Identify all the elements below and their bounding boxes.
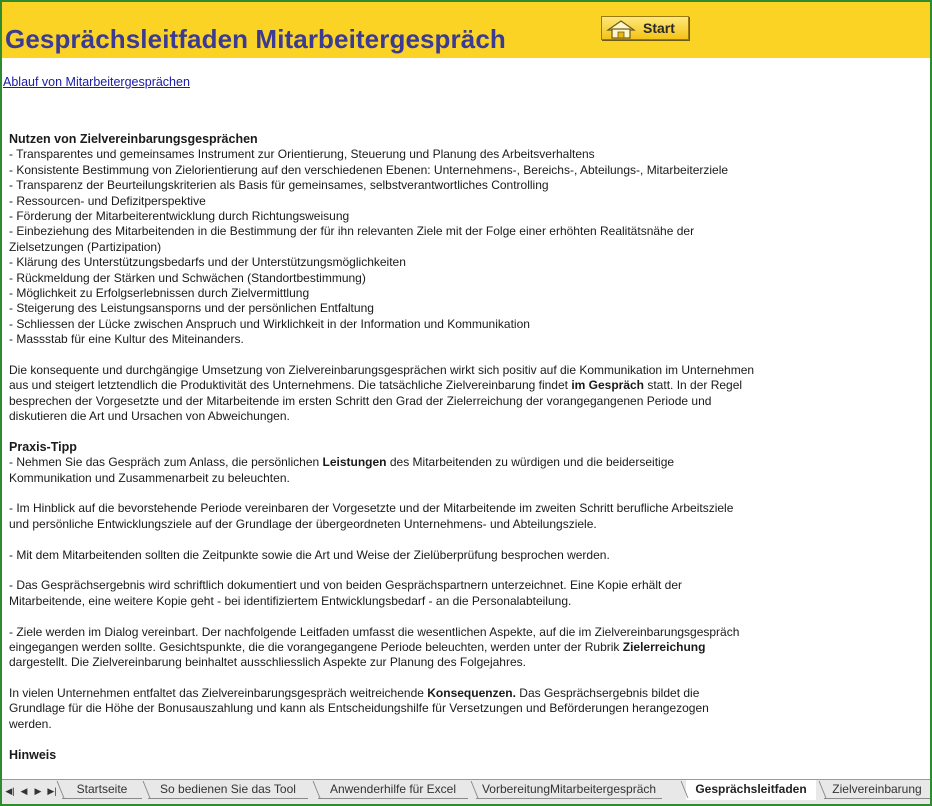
heading-praxis-tipp: Praxis-Tipp [9,439,77,454]
paragraph-line: werden. [9,716,52,731]
tip-line: - Nehmen Sie das Gespräch zum Anlass, die persönlichen Leistungen des Mitarbeitenden zu würdigen und die beiderseitige [9,455,675,470]
nutzen-item: - Transparentes und gemeinsames Instrument zur Orientierung, Steuerung und Planung des Arbeitsverhaltens [9,147,595,162]
sheet-tab[interactable]: Gesprächsleitfaden [686,780,816,800]
paragraph-line: aus und steigert letztendlich die Produktivität des Unternehmens. Die tatsächliche Zielvereinbarung findet im Gespräch statt. In der Regel [9,378,743,393]
nutzen-item: - Ressourcen- und Defizitperspektive [9,193,206,208]
nutzen-list [9,147,909,347]
tip-line: und persönliche Entwicklungsziele auf der Grundlage der übergeordneten Unternehmens- und Abteilungsziele. [9,516,597,531]
tip-line: - Das Gesprächsergebnis wird schriftlich dokumentiert und von beiden Gesprächspartnern unterzeichnet. Eine Kopie erhält der [9,578,683,593]
title-banner [2,2,930,58]
paragraph-line: Grundlage für die Höhe der Bonusauszahlung und kann als Entscheidungshilfe für Versetzungen und Beförderungen herangezogen [9,701,709,716]
nutzen-item: - Schliessen der Lücke zwischen Anspruch und Wirklichkeit in der Information und Kommunikation [9,316,530,331]
nutzen-item: - Massstab für eine Kultur des Miteinanders. [9,332,244,347]
heading-hinweis: Hinweis [9,747,57,762]
sheet-tab[interactable]: Zielvereinbarung [824,780,930,799]
tip-line: eingegangen werden sollte. Gesichtspunkte, die die vorangegangene Periode beleuchten, werden unter der Rubrik Zielerreichung [9,639,706,654]
tip-line: dargestellt. Die Zielvereinbarung beinhaltet ausschliesslich Aspekte zur Planung des Folgejahres. [9,655,526,670]
sheet-tab[interactable]: VorbereitungMitarbeitergespräch [476,780,662,799]
last-sheet-icon[interactable]: ▶| [47,786,57,796]
start-button[interactable] [601,16,689,40]
prev-sheet-icon[interactable]: ◀ [20,786,28,796]
sheet-tab[interactable]: Startseite [62,780,142,799]
nutzen-item: - Konsistente Bestimmung von Zielorientierung auf den verschiedenen Ebenen: Unternehmens-, Bereichs-, Abteilungs-, Mitarbeiterziele [9,162,729,177]
tip-line: Mitarbeitende, eine weitere Kopie geht - bei identifiziertem Entwicklungsbedarf - an die Personalabteilung. [9,593,572,608]
sheet-tab-bar [2,779,930,804]
paragraph-line: In vielen Unternehmen entfaltet das Zielvereinbarungsgespräch weitreichende Konsequenzen. Das Gesprächsergebnis bildet die [9,686,700,701]
tip-line: - Ziele werden im Dialog vereinbart. Der nachfolgende Leitfaden umfasst die wesentlichen Aspekte, auf die im Zielvereinbarungsgespräch [9,624,740,639]
sheet-nav-buttons [4,784,60,798]
nutzen-item: - Förderung der Mitarbeiterentwicklung durch Richtungsweisung [9,208,350,223]
next-sheet-icon[interactable]: ▶ [34,786,42,796]
worksheet [2,2,930,804]
nutzen-item: - Transparenz der Beurteilungskriterien als Basis für gemeinsames, selbstverantwortliches Controlling [9,178,549,193]
first-sheet-icon[interactable]: ◀| [5,786,15,796]
sheet-tab[interactable]: Anwenderhilfe für Excel [318,780,468,799]
content-text [9,132,909,763]
start-button-label: Start [643,20,675,36]
home-icon [606,19,636,39]
sheet-tab[interactable]: So bedienen Sie das Tool [148,780,308,799]
tip-line: - Mit dem Mitarbeitenden sollten die Zeitpunkte sowie die Art und Weise der Zielüberprüfung besprochen werden. [9,547,610,562]
nutzen-item: - Rückmeldung der Stärken und Schwächen (Standortbestimmung) [9,270,366,285]
tip-line: Kommunikation und Zusammenarbeit zu beleuchten. [9,470,290,485]
page-title: Gesprächsleitfaden Mitarbeitergespräch [5,24,506,54]
nutzen-item: - Klärung des Unterstützungsbedarfs und der Unterstützungsmöglichkeiten [9,255,406,270]
paragraph-line: Die konsequente und durchgängige Umsetzung von Zielvereinbarungsgesprächen wirkt sich positiv auf die Kommunikation im Unternehmen [9,362,755,377]
paragraph-line: diskutieren die Art und Ursachen von Abweichungen. [9,409,290,424]
paragraph-line: besprechen der Vorgesetzte und der Mitarbeitende im ersten Schritt den Grad der Zielerreichung der vorangegangenen Periode und [9,393,712,408]
nutzen-item: - Einbeziehung des Mitarbeitenden in die Bestimmung der für ihn relevanten Ziele mit der Folge einer erhöhten Realitätsnähe der [9,224,695,239]
nutzen-item: - Möglichkeit zu Erfolgserlebnissen durch Zielvermittlung [9,285,310,300]
tip-line: - Im Hinblick auf die bevorstehende Periode vereinbaren der Vorgesetzte und der Mitarbeitende im zweiten Schritt berufliche Arbeitsziele [9,501,734,516]
heading-nutzen: Nutzen von Zielvereinbarungsgesprächen [9,132,258,146]
nutzen-item: - Steigerung des Leistungsansporns und der persönlichen Entfaltung [9,301,374,316]
nutzen-item: Zielsetzungen (Partizipation) [9,239,162,254]
ablauf-link[interactable]: Ablauf von Mitarbeitergesprächen [3,75,190,89]
